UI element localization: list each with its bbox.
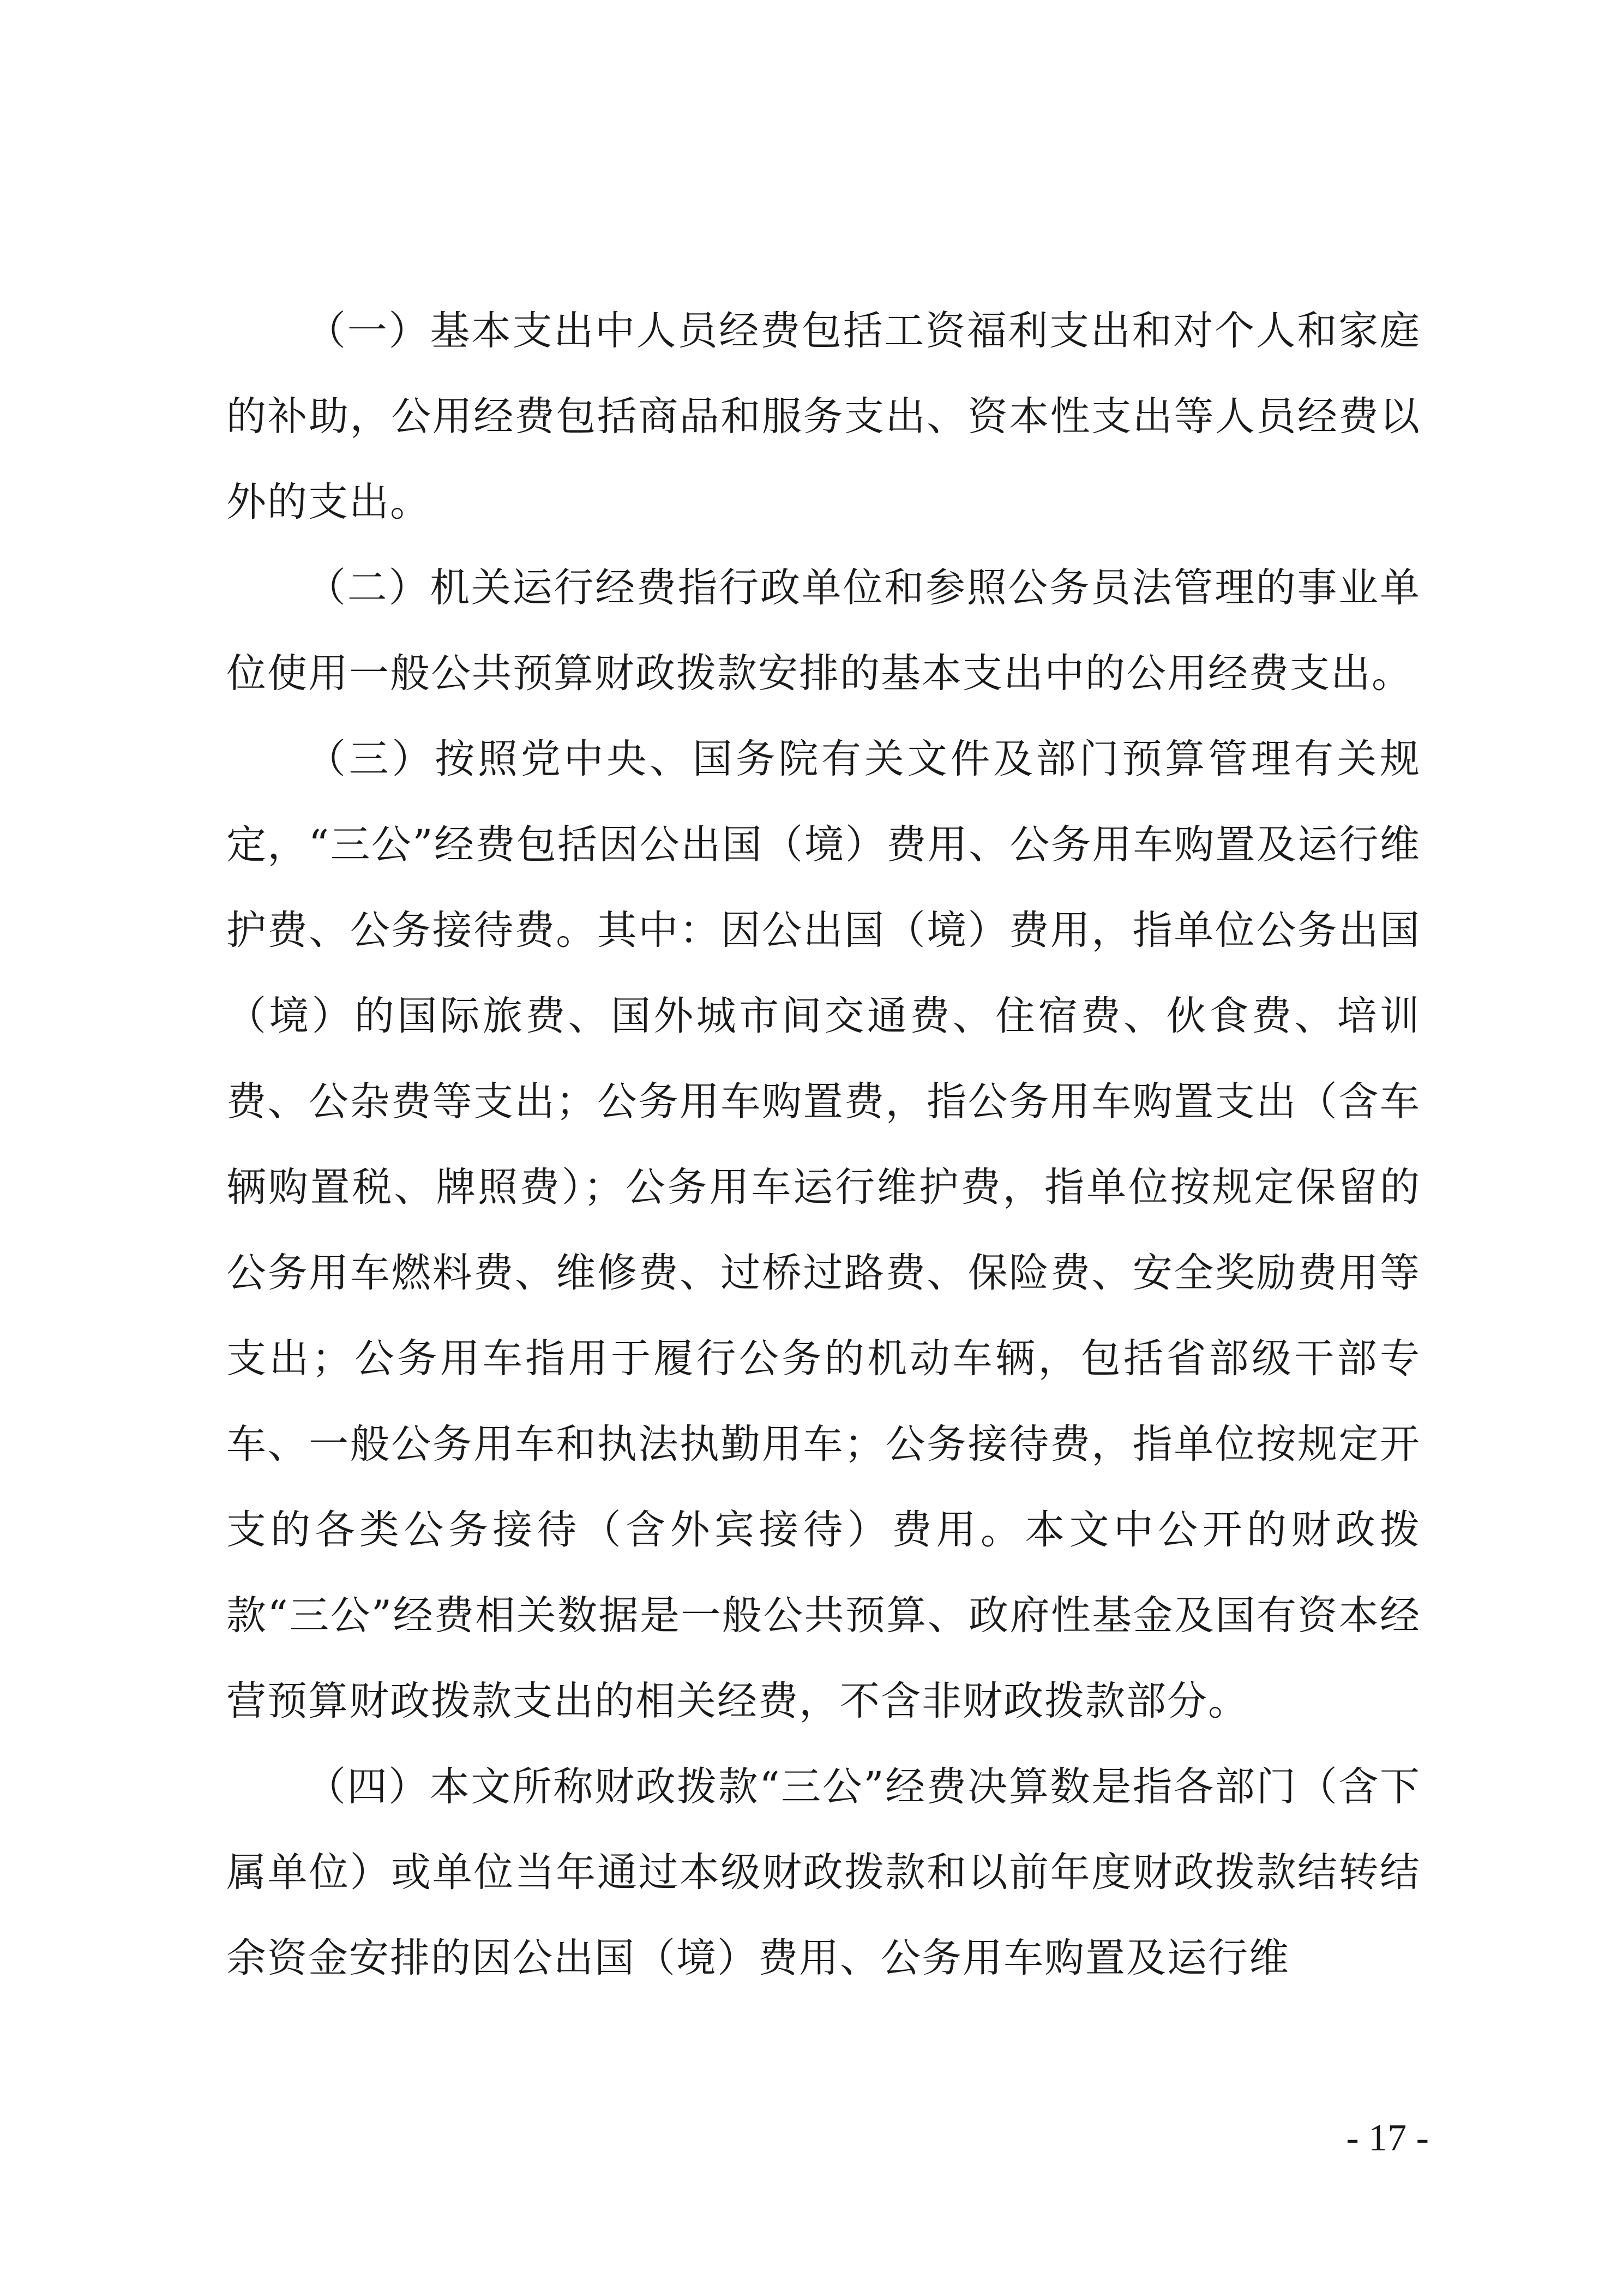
document-body [226, 288, 1421, 2001]
paragraph-final-accounts: （四）本文所称财政拨款“三公”经费决算数是指各部门（含下属单位）或单位当年通过本级财政拨款和以前年度财政拨款结转结余资金安排的因公出国（境）费用、公务用车购置及运行维 [226, 1764, 1421, 1981]
paragraph-operating-expenses: （二）机关运行经费指行政单位和参照公务员法管理的事业单位使用一般公共预算财政拨款安排的基本支出中的公用经费支出。 [226, 565, 1421, 697]
page-number: - 17 - [1346, 2117, 1429, 2159]
paragraph-three-public-expenses: （三）按照党中央、国务院有关文件及部门预算管理有关规定，“三公”经费包括因公出国（境）费用、公务用车购置及运行维护费、公务接待费。其中：因公出国（境）费用，指单位公务出国（境）的国际旅费、国外城市间交通费、住宿费、伙食费、培训费、公杂费等支出；公务用车购置费，指公务用车购置支出（含车辆购置税、牌照费）；公务用车运行维护费，指单位按规定保留的公务用车燃料费、维修费、过桥过路费、保险费、安全奖励费用等支出；公务用车指用于履行公务的机动车辆，包括省部级干部专车、一般公务用车和执法执勤用车；公务接待费，指单位按规定开支的各类公务接待（含外宾接待）费用。本文中公开的财政拨款“三公”经费相关数据是一般公共预算、政府性基金及国有资本经营预算财政拨款支出的相关经费，不含非财政拨款部分。 [226, 736, 1421, 1724]
paragraph-basic-expenditure: （一）基本支出中人员经费包括工资福利支出和对个人和家庭的补助，公用经费包括商品和服务支出、资本性支出等人员经费以外的支出。 [226, 308, 1421, 525]
